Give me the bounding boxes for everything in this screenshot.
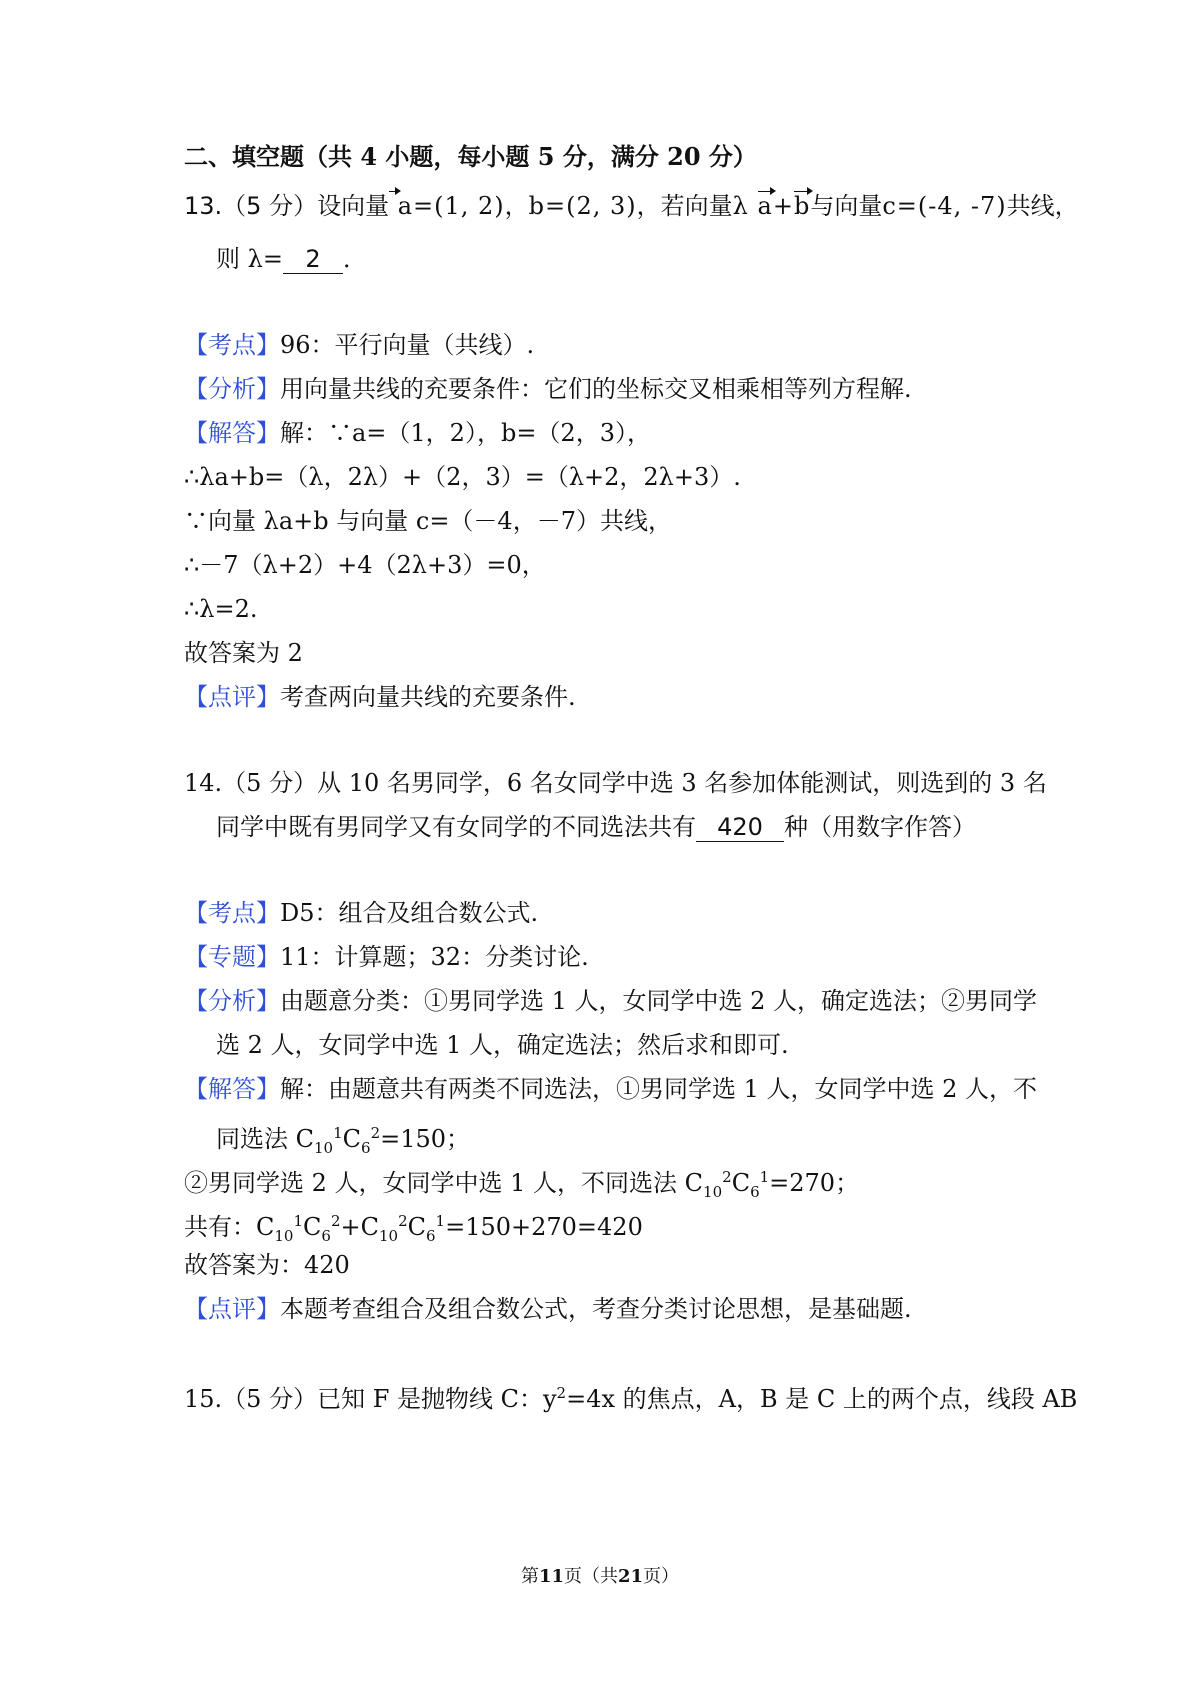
vector-a-definition: a=(1, 2) (389, 192, 505, 220)
q15-stem-line1: 15.（5 分）已知 F 是抛物线 C：$y^2=4x$ 的焦点，A，B 是 C 上的两个点，线段 AB (184, 1384, 1078, 1413)
current-page-number: 11 (538, 1566, 564, 1587)
q13-dianping: 【点评】考查两向量共线的充要条件. (184, 683, 576, 711)
q14-zhuanti: 【专题】11：计算题；32：分类讨论. (184, 943, 589, 971)
vector-expression: λ a+b (733, 192, 811, 220)
vector-a-arrow (389, 189, 398, 223)
q13-jieda-step5: ∴λ=2. (184, 595, 258, 623)
q13-jieda: 【解答】解：∵a=（1，2），b=（2，3）， (184, 419, 651, 447)
zhuanti-tag: 【专题】 (184, 943, 280, 971)
q14-dianping: 【点评】本题考查组合及组合数公式，考查分类讨论思想，是基础题. (184, 1295, 912, 1323)
q14-jieda-step4: 共有：$C_{10}^1C_6^2+C_{10}^2C_6^1=150+270=420$ (184, 1212, 643, 1245)
total-pages: 21 (618, 1566, 644, 1587)
q14-jieda: 【解答】解：由题意共有两类不同选法，①男同学选 1 人，女同学中选 2 人，不 (184, 1075, 1038, 1103)
q13-jieda-step3: ∵向量 λa+b 与向量 c=（－4，－7）共线， (184, 507, 672, 535)
section-header: 二、填空题（共 4 小题，每小题 5 分，满分 20 分） (184, 142, 757, 171)
q14-jieda-step3: ②男同学选 2 人，女同学中选 1 人，不同选法 $C_{10}^2C_6^1=270$； (184, 1168, 860, 1201)
q13-kaodian: 【考点】96：平行向量（共线）. (184, 331, 535, 359)
dianping-tag: 【点评】 (184, 683, 280, 711)
q13-stem-line2: 则 λ= 2 ． (216, 245, 367, 273)
jieda-tag: 【解答】 (184, 1075, 280, 1103)
dianping-tag: 【点评】 (184, 1295, 280, 1323)
q14-kaodian: 【考点】D5：组合及组合数公式. (184, 899, 539, 927)
page-footer: 第11页（共21页） (520, 1566, 680, 1587)
q13-number: 13.（5 分）设向量 (184, 192, 390, 220)
kaodian-tag: 【考点】 (184, 331, 280, 359)
fenxi-tag: 【分析】 (184, 987, 280, 1015)
q13-fenxi: 【分析】用向量共线的充要条件：它们的坐标交叉相乘相等列方程解. (184, 375, 912, 403)
q14-jieda-step2: 同选法 $C_{10}^1C_6^2=150$； (216, 1124, 471, 1157)
q13-answer-blank: 2 (283, 245, 343, 274)
q14-jieda-step5: 故答案为：420 (184, 1251, 350, 1279)
vector-c-definition: c=(-4, -7) (882, 192, 1007, 220)
q14-fenxi-cont: 选 2 人，女同学中选 1 人，确定选法；然后求和即可. (216, 1031, 789, 1059)
q13-jieda-step6: 故答案为 2 (184, 639, 303, 667)
q13-text: ，若向量 (636, 192, 733, 220)
kaodian-tag: 【考点】 (184, 899, 280, 927)
q13-stem-line1: 13.（5 分）设向量 a=(1, 2)，b=(2, 3)，若向量λ a+b与向量c=(-4, -7)共线， (184, 189, 1040, 223)
q13-jieda-step2: ∴λa+b=（λ，2λ）+（2，3）=（λ+2，2λ+3）. (184, 463, 741, 491)
q14-stem-line2: 同学中既有男同学又有女同学的不同选法共有 420 种（用数字作答） (216, 813, 976, 841)
q14-stem-line1: 14.（5 分）从 10 名男同学，6 名女同学中选 3 名参加体能测试，则选到的 3 名 (184, 769, 1047, 797)
vector-b-definition: b=(2, 3) (528, 192, 637, 220)
q14-answer-blank: 420 (696, 813, 784, 842)
jieda-tag: 【解答】 (184, 419, 280, 447)
fenxi-tag: 【分析】 (184, 375, 280, 403)
q13-jieda-step4: ∴－7（λ+2）+4（2λ+3）=0， (184, 551, 546, 579)
q14-fenxi: 【分析】由题意分类：①男同学选 1 人，女同学中选 2 人，确定选法；②男同学 (184, 987, 1038, 1015)
